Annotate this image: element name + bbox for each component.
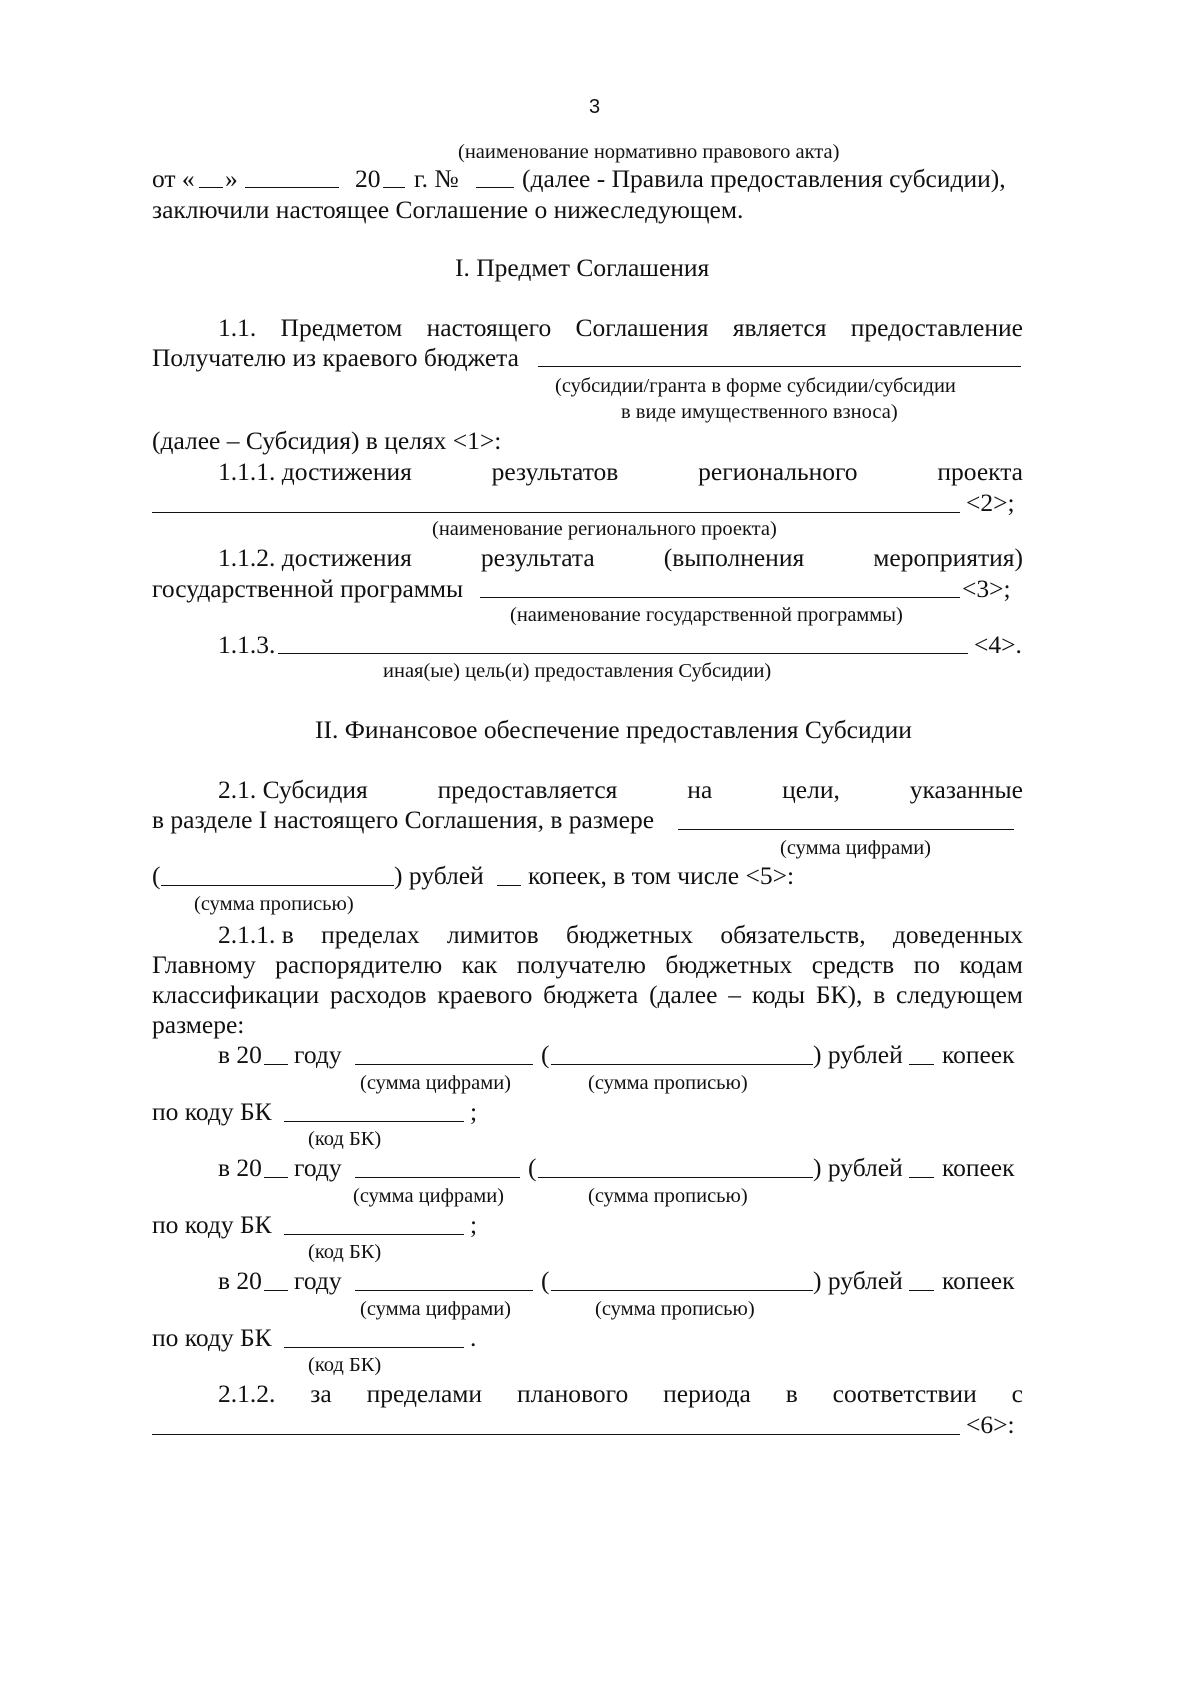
day-blank [199,187,223,188]
section-2-title: II. Финансовое обеспечение предоставления Субсидии [315,715,912,744]
year-3-prefix: в 20 [218,1266,262,1295]
purposes-text: (далее – Субсидия) в целях <1>: [152,426,502,455]
subsidy-type-blank [538,366,1021,367]
act-caption: (наименование нормативно правового акта) [458,141,840,163]
para-word: следующем [896,980,1023,1009]
year-3-open-paren: ( [541,1266,550,1295]
regional-project-blank [152,512,960,513]
year-1-word: году [294,1040,342,1069]
para-2-1-2 [218,1379,1023,1409]
year-2-sum-words-blank [538,1177,813,1178]
year-2-kopecks: копеек [942,1153,1015,1182]
year-1-sum-digits-blank [355,1064,533,1065]
regional-project-caption: (наименование регионального проекта) [432,518,777,540]
year-3-year-blank [264,1290,288,1291]
year-2-open-paren: ( [528,1153,537,1182]
in-section-text: в разделе I настоящего Соглашения, в размере [152,805,655,834]
year-3-bk-blank [284,1347,464,1348]
year-1-sum-digits-caption: (сумма цифрами) [360,1072,512,1094]
para-word: результата [480,543,595,572]
year-1-bk-blank [284,1121,464,1122]
recipient-text: Получателю из краевого бюджета [152,343,519,372]
footnote-ref-2: <2>; [966,488,1015,517]
para-word: лимитов [446,920,539,949]
total-open-paren: ( [152,861,161,890]
para-word: 2.1. Субсидия [218,775,368,804]
year-2-year-blank [264,1177,288,1178]
year-2-bk-blank [284,1234,464,1235]
para-word: предоставление [850,313,1023,342]
para-2-1-1-line-1 [218,920,1023,950]
year-2-bk-caption: (код БК) [308,1241,382,1263]
year-3-bk-label: по коду БК [152,1323,272,1352]
para-word: бюджетных [665,950,793,979]
footnote-ref-6: <6>: [966,1410,1015,1439]
para-word: является [732,313,827,342]
state-program-caption: (наименование государственной программы) [510,604,903,626]
total-sum-words-caption: (сумма прописью) [194,893,354,915]
page-number: 3 [589,96,601,118]
total-rubles-text: ) рублей [394,861,484,890]
para-word: Главному [152,950,256,979]
year-1-rubles: ) рублей [813,1040,903,1069]
para-word: расходов [329,980,427,1009]
year-1-kopecks-blank [909,1064,934,1065]
year-2-prefix: в 20 [218,1153,262,1182]
para-word: соответствии [832,1379,977,1408]
year-2-sum-words-caption: (сумма прописью) [588,1185,748,1207]
year-1-prefix: в 20 [218,1040,262,1069]
subsidy-caption-2: в виде имущественного взноса) [621,401,898,423]
year-2-bk-end: ; [470,1210,478,1239]
year-3-sum-digits-caption: (сумма цифрами) [360,1298,512,1320]
subsidy-caption-1: (субсидии/гранта в форме субсидии/субсидии [555,375,956,397]
section-1-title: I. Предмет Соглашения [455,253,710,282]
para-word: регионального [698,457,858,486]
para-word: 2.1.1. в [218,920,294,949]
para-word: краевого [437,980,533,1009]
para-word: пределами [366,1379,483,1408]
year-3-kopecks: копеек [942,1266,1015,1295]
year-3-sum-words-caption: (сумма прописью) [595,1298,755,1320]
beyond-period-blank [152,1434,960,1435]
para-word: мероприятия) [873,543,1023,572]
year-2-kopecks-blank [909,1177,934,1178]
para-word: 1.1. [218,313,257,342]
year-blank [383,187,405,188]
para-1-1-2 [218,543,1023,573]
para-2-1 [218,775,1023,805]
para-word: проекта [937,457,1023,486]
para-word: как [461,950,498,979]
para-2-1-1-line-3 [152,980,1023,1010]
year-1-bk-label: по коду БК [152,1097,272,1126]
year-1-kopecks: копеек [942,1040,1015,1069]
other-purpose-caption: иная(ые) цель(и) предоставления Субсидии) [383,660,772,682]
year-3-bk-end: . [470,1323,477,1352]
year-prefix: 20 [355,164,381,193]
year-1-bk-end: ; [470,1097,478,1126]
year-3-sum-digits-blank [355,1290,533,1291]
para-word: за [310,1379,332,1408]
para-word: 1.1.2. достижения [218,543,412,572]
para-word: в [873,980,886,1009]
para-word: периода [663,1379,751,1408]
para-1-1-3: 1.1.3. [218,630,276,659]
year-3-kopecks-blank [909,1290,934,1291]
para-word: на [687,775,713,804]
year-1-sum-words-blank [551,1064,813,1065]
year-1-sum-words-caption: (сумма прописью) [588,1072,748,1094]
para-word: с [1011,1379,1023,1408]
para-word: коды [751,980,806,1009]
para-word: настоящего [426,313,552,342]
year-1-year-blank [264,1064,288,1065]
year-1-open-paren: ( [541,1040,550,1069]
para-word: 2.1.2. [218,1379,276,1408]
year-2-word: году [294,1153,342,1182]
year-2-sum-digits-caption: (сумма цифрами) [353,1185,505,1207]
para-word: пределах [321,920,420,949]
para-word: по [913,950,940,979]
para-word: бюджетных [566,920,693,949]
para-1-1 [218,313,1023,343]
para-word: обязательств, [720,920,866,949]
para-2-1-1-line-4: размере: [152,1010,245,1039]
para-word: (далее [649,980,718,1009]
para-word: предоставляется [437,775,618,804]
date-from: от « [152,164,195,193]
para-word: указанные [909,775,1023,804]
year-2-bk-label: по коду БК [152,1210,272,1239]
total-sum-words-blank [161,885,394,886]
total-sum-digits-blank [678,829,1014,830]
date-close: » [225,164,238,193]
total-kopecks-text: копеек, в том числе <5>: [528,861,795,890]
footnote-ref-4: <4>. [974,630,1022,659]
year-2-sum-digits-blank [355,1177,520,1178]
year-3-sum-words-blank [551,1290,813,1291]
para-word: – [728,980,741,1009]
para-word: БК), [815,980,863,1009]
state-program-text: государственной программы [152,574,464,603]
state-program-blank [480,597,960,598]
para-word: цели, [782,775,840,804]
para-word: 1.1.1. достижения [218,457,412,486]
total-kopecks-blank [497,885,521,886]
year-3-bk-caption: (код БК) [308,1354,382,1376]
para-word: планового [516,1379,629,1408]
para-word: доведенных [892,920,1023,949]
para-word: в [785,1379,798,1408]
para-word: результатов [491,457,619,486]
number-blank [476,187,514,188]
para-word: Соглашения [575,313,709,342]
concluded-text: заключили настоящее Соглашение о нижеследующем. [152,195,744,224]
para-word: средств [811,950,895,979]
rules-ref: (далее - Правила предоставления субсидии), [522,164,1006,193]
para-word: классификации [152,980,320,1009]
footnote-ref-3: <3>; [962,574,1011,603]
other-purpose-blank [278,653,968,654]
para-word: получателю [516,950,646,979]
para-word: распорядителю [275,950,443,979]
para-1-1-1 [218,457,1023,487]
number-sign: г. № [414,164,459,193]
year-3-word: году [294,1266,342,1295]
year-3-rubles: ) рублей [813,1266,903,1295]
year-2-rubles: ) рублей [813,1153,903,1182]
year-1-bk-caption: (код БК) [308,1128,382,1150]
para-word: кодам [959,950,1023,979]
para-word: бюджета [543,980,639,1009]
para-2-1-1-line-2 [152,950,1023,980]
para-word: Предметом [280,313,403,342]
para-word: (выполнения [663,543,805,572]
month-blank [245,187,339,188]
total-sum-digits-caption: (сумма цифрами) [780,837,932,859]
